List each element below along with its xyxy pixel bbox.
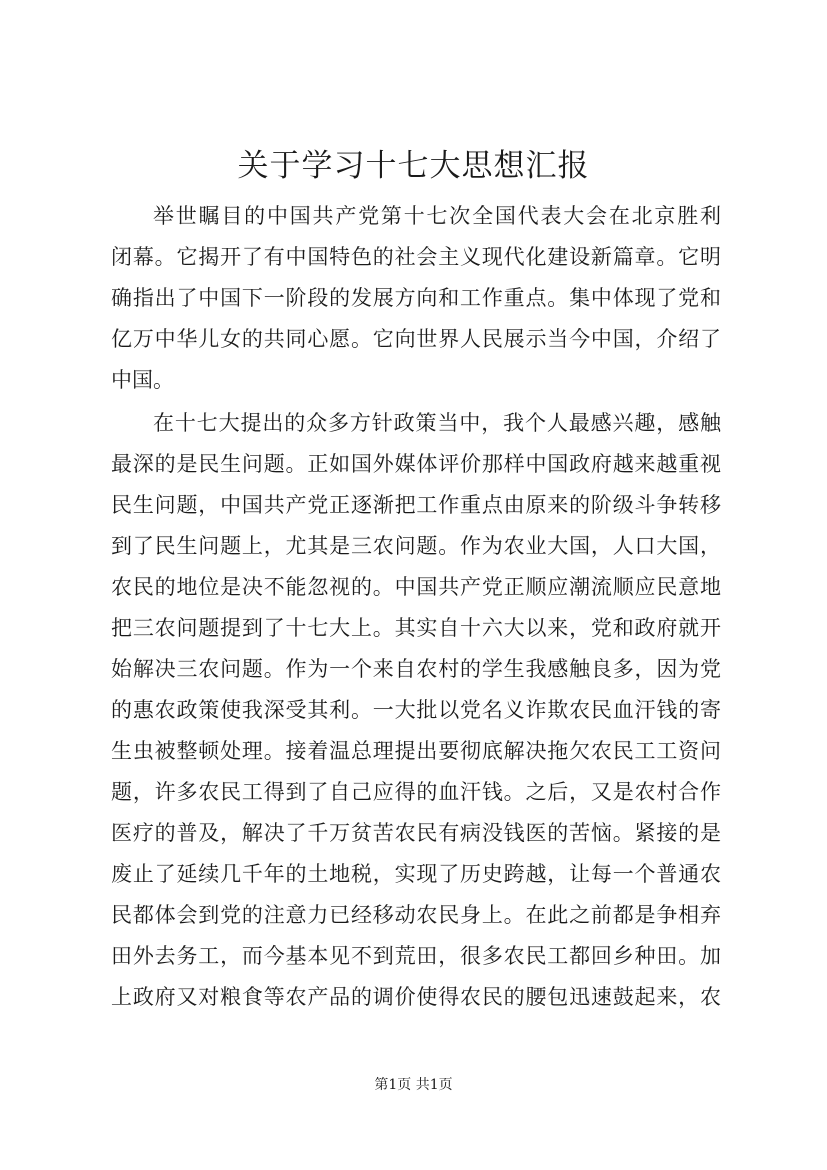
text-line: 生虫被整顿处理。接着温总理提出要彻底解决拖欠农民工工资问 (111, 739, 721, 763)
paragraph-2 (111, 403, 721, 1018)
text-line: 在十七大提出的众多方针政策当中，我个人最感兴趣，感触 (153, 411, 721, 435)
text-line: 民生问题，中国共产党正逐渐把工作重点由原来的阶级斗争转移 (111, 493, 721, 517)
document-title: 关于学习十七大思想汇报 (237, 148, 590, 184)
document-body (111, 196, 721, 1018)
text-line: 的惠农政策使我深受其利。一大批以党名义诈欺农民血汗钱的寄 (111, 698, 721, 722)
text-line: 上政府又对粮食等农产品的调价使得农民的腰包迅速鼓起来，农 (111, 985, 721, 1009)
text-line: 最深的是民生问题。正如国外媒体评价那样中国政府越来越重视 (111, 452, 721, 476)
text-line: 亿万中华儿女的共同心愿。它向世界人民展示当今中国，介绍了 (111, 327, 721, 351)
text-line: 题，许多农民工得到了自己应得的血汗钱。之后，又是农村合作 (111, 780, 721, 804)
text-line: 确指出了中国下一阶段的发展方向和工作重点。集中体现了党和 (111, 286, 721, 310)
text-line: 中国。 (111, 368, 174, 392)
text-line: 举世瞩目的中国共产党第十七次全国代表大会在北京胜利 (153, 204, 721, 228)
text-line: 把三农问题提到了十七大上。其实自十六大以来，党和政府就开 (111, 616, 721, 640)
text-line: 始解决三农问题。作为一个来自农村的学生我感触良多，因为党 (111, 657, 721, 681)
text-line: 田外去务工，而今基本见不到荒田，很多农民工都回乡种田。加 (111, 944, 721, 968)
text-line: 废止了延续几千年的土地税，实现了历史跨越，让每一个普通农 (111, 862, 721, 886)
text-line: 闭幕。它揭开了有中国特色的社会主义现代化建设新篇章。它明 (111, 245, 721, 269)
text-line: 医疗的普及，解决了千万贫苦农民有病没钱医的苦恼。紧接的是 (111, 821, 721, 845)
paragraph-1 (111, 196, 721, 401)
text-line: 民都体会到党的注意力已经移动农民身上。在此之前都是争相弃 (111, 903, 721, 927)
text-line: 到了民生问题上，尤其是三农问题。作为农业大国，人口大国， (111, 534, 721, 558)
text-line: 农民的地位是决不能忽视的。中国共产党正顺应潮流顺应民意地 (111, 575, 721, 599)
page-footer: 第1页 共1页 (374, 1077, 453, 1093)
